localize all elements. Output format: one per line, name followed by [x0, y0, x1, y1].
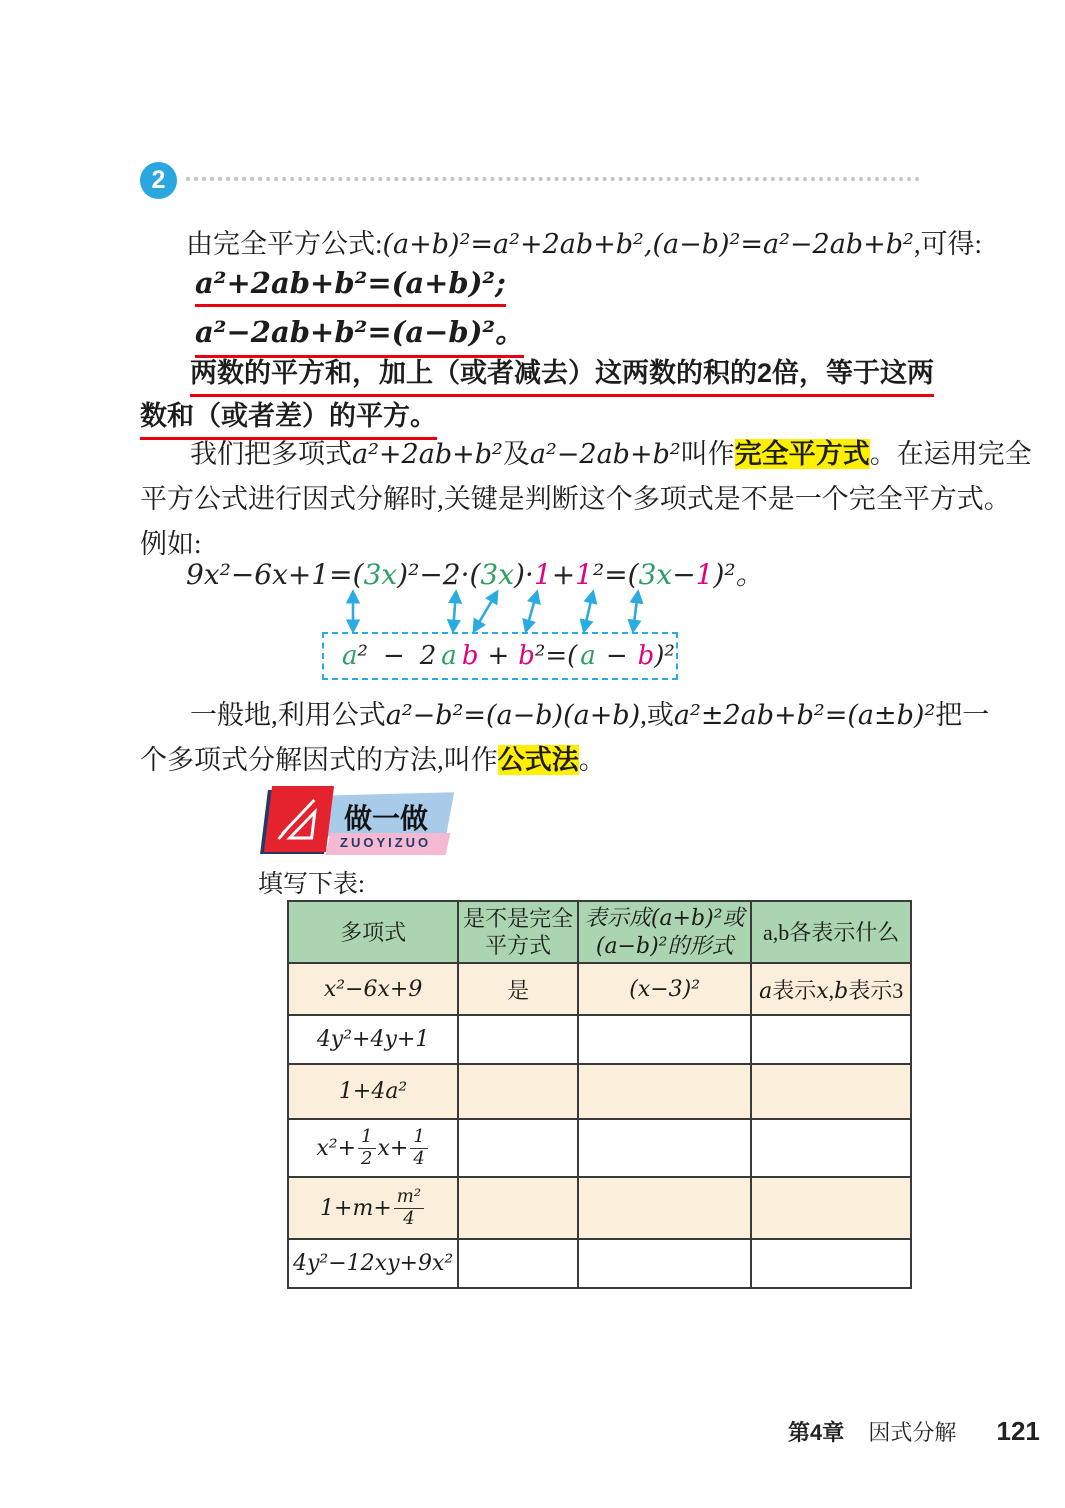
cell-polynomial: x²−6x+9	[288, 963, 458, 1015]
cell-is-perfect	[458, 1177, 578, 1239]
intro-paragraph	[186, 227, 982, 262]
cell-form	[578, 1015, 751, 1064]
cell-ab: a表示x,b表示3	[751, 963, 911, 1015]
method-paragraph-line2: 个多项式分解因式的方法,叫作公式法。	[140, 745, 606, 775]
perfect-square-table	[287, 900, 912, 1289]
definition-paragraph-line1: 我们把多项式a²+2ab+b²及a²−2ab+b²叫作完全平方式。在运用完全	[190, 439, 1032, 470]
cell-form	[578, 1239, 751, 1288]
cell-form	[578, 1177, 751, 1239]
intro-math: (a+b)²=a²+2ab+b²,(a−b)²=a²−2ab+b²	[382, 229, 914, 260]
highlight-formula-method-term: 公式法	[497, 745, 579, 775]
formula-pattern-box: a² − 2 a b + b²=( a − b)²	[322, 632, 678, 680]
header-is-perfect-square: 是不是完全 平方式	[458, 901, 578, 963]
fraction: $\frac{1}{2}$	[358, 1128, 375, 1169]
table-row	[288, 1015, 911, 1064]
cell-form: (x−3)²	[578, 963, 751, 1015]
table-row	[288, 1177, 911, 1239]
cell-is-perfect	[458, 1119, 578, 1177]
footer-section-title: 因式分解	[868, 1420, 957, 1445]
cell-ab	[751, 1177, 911, 1239]
cell-is-perfect	[458, 1064, 578, 1119]
table-header-row	[288, 901, 911, 963]
table-row	[288, 1119, 911, 1177]
formula-sum-square: a²+2ab+b²=(a+b)²;	[195, 266, 506, 307]
intro-text: 由完全平方公式:	[186, 229, 383, 259]
cell-polynomial: x²+ $\frac{1}{2}$ x+ $\frac{1}{4}$	[288, 1119, 458, 1177]
drawing-tools-icon	[264, 786, 334, 852]
cell-polynomial: 4y²−12xy+9x²	[288, 1239, 458, 1288]
zuoyizuo-title: 做一做	[344, 803, 429, 834]
cell-ab	[751, 1064, 911, 1119]
header-polynomial: 多项式	[288, 901, 458, 963]
cell-form	[578, 1064, 751, 1119]
cell-polynomial: 4y²+4y+1	[288, 1015, 458, 1064]
definition-paragraph-line3: 例如:	[140, 529, 202, 559]
rule-statement-line1: 两数的平方和，加上（或者减去）这两数的积的2倍，等于这两	[190, 351, 934, 397]
footer-chapter: 第4章	[788, 1420, 845, 1445]
header-ab-meaning: a,b各表示什么	[751, 901, 911, 963]
cell-polynomial: 1+m+ $\frac{\text{m²}}{4}$	[288, 1177, 458, 1239]
cell-is-perfect	[458, 1239, 578, 1288]
cell-form	[578, 1119, 751, 1177]
table-row	[288, 963, 911, 1015]
dotted-divider	[186, 177, 920, 181]
formula-diff-square: a²−2ab+b²=(a−b)²。	[195, 310, 524, 358]
cell-ab	[751, 1239, 911, 1288]
table-row	[288, 1239, 911, 1288]
cell-ab	[751, 1119, 911, 1177]
method-paragraph-line1: 一般地,利用公式a²−b²=(a−b)(a+b),或a²±2ab+b²=(a±b)²把一	[190, 700, 990, 731]
example-equation: 9x²−6x+1=(3x)²−2·(3x)·1+1²=(3x−1)²。	[186, 558, 764, 591]
section-number-badge: 2	[140, 162, 177, 199]
highlight-perfect-square-term: 完全平方式	[734, 439, 870, 469]
cell-is-perfect: 是	[458, 963, 578, 1015]
fraction: $\frac{\text{m²}}{4}$	[394, 1188, 424, 1229]
rule-statement-line2: 数和（或者差）的平方。	[140, 394, 437, 440]
header-expressed-form: 表示成(a+b)²或 (a−b)²的形式	[578, 901, 751, 963]
cell-polynomial: 1+4a²	[288, 1064, 458, 1119]
intro-text-end: ,可得:	[913, 229, 983, 259]
cell-ab	[751, 1015, 911, 1064]
definition-paragraph-line2: 平方公式进行因式分解时,关键是判断这个多项式是不是一个完全平方式。	[140, 484, 1011, 514]
cell-is-perfect	[458, 1015, 578, 1064]
page-footer	[788, 1416, 1040, 1447]
zuoyizuo-subtitle: ZUOYIZUO	[340, 835, 432, 850]
table-intro-text: 填写下表:	[258, 871, 365, 898]
footer-page-number: 121	[996, 1416, 1040, 1446]
table-row	[288, 1064, 911, 1119]
fraction: $\frac{1}{4}$	[410, 1128, 427, 1169]
zuoyizuo-badge	[262, 786, 462, 858]
